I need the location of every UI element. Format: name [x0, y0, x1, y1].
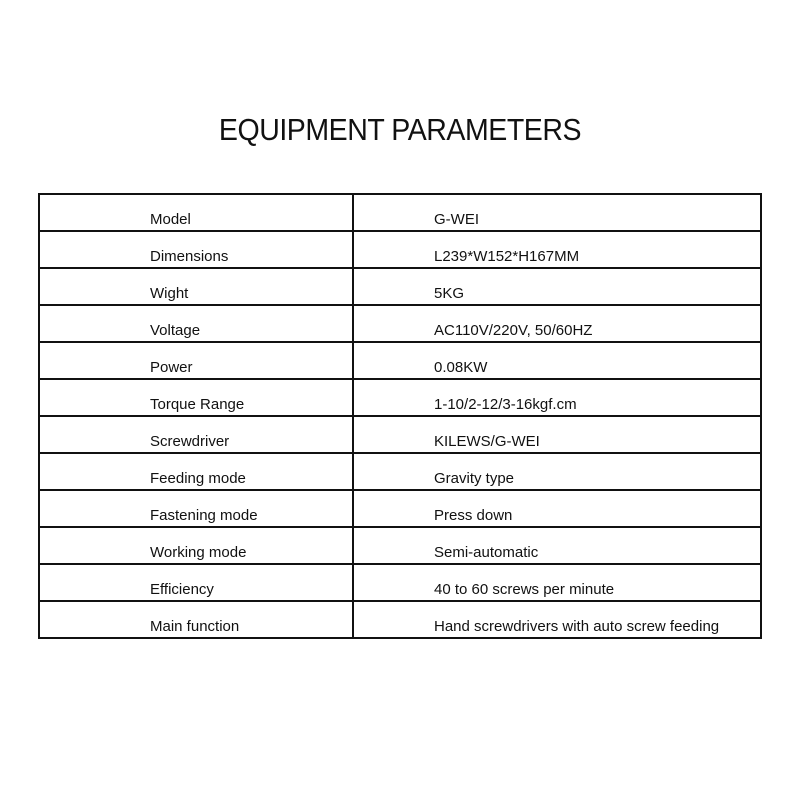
parameter-name: Fastening mode: [150, 507, 258, 524]
parameter-value-cell: [353, 453, 761, 490]
table-row: [39, 564, 761, 601]
parameter-name-cell: [39, 231, 353, 268]
parameter-name-cell: [39, 379, 353, 416]
parameter-name: Wight: [150, 285, 189, 302]
parameter-value-cell: [353, 527, 761, 564]
parameter-value: Gravity type: [434, 470, 515, 487]
table-row: [39, 416, 761, 453]
parameter-name: Main function: [150, 618, 240, 635]
table-row: [39, 453, 761, 490]
parameter-value: 5KG: [434, 285, 465, 302]
parameter-value: AC110V/220V, 50/60HZ: [434, 322, 593, 339]
table-row: [39, 490, 761, 527]
parameter-name-cell: [39, 490, 353, 527]
parameter-value-cell: [353, 490, 761, 527]
parameter-value: G-WEI: [434, 211, 479, 228]
parameter-name: Working mode: [150, 544, 247, 561]
parameter-value: L239*W152*H167MM: [434, 248, 580, 265]
table-row: [39, 231, 761, 268]
table-row: [39, 268, 761, 305]
parameter-value: Semi-automatic: [434, 544, 539, 561]
parameter-value-cell: [353, 601, 761, 638]
table-row: [39, 342, 761, 379]
parameter-name-cell: [39, 527, 353, 564]
parameter-name-cell: [39, 268, 353, 305]
parameter-value: KILEWS/G-WEI: [434, 433, 540, 450]
parameters-table: [38, 193, 762, 639]
table-row: [39, 194, 761, 231]
parameter-value-cell: [353, 564, 761, 601]
page-title: EQUIPMENT PARAMETERS: [218, 112, 582, 147]
table-row: [39, 601, 761, 638]
table-row: [39, 305, 761, 342]
parameter-name: Feeding mode: [150, 470, 246, 487]
parameter-name-cell: [39, 601, 353, 638]
parameter-value-cell: [353, 231, 761, 268]
parameter-name-cell: [39, 342, 353, 379]
parameter-name: Screwdriver: [150, 433, 230, 450]
parameter-value-cell: [353, 416, 761, 453]
parameter-name: Torque Range: [150, 396, 245, 413]
parameter-name: Dimensions: [150, 248, 229, 265]
parameter-name-cell: [39, 416, 353, 453]
parameter-value: 40 to 60 screws per minute: [434, 581, 615, 598]
parameter-value: 1-10/2-12/3-16kgf.cm: [434, 396, 577, 413]
parameter-name-cell: [39, 453, 353, 490]
parameter-value: Hand screwdrivers with auto screw feeding: [434, 618, 720, 635]
parameter-name: Power: [150, 359, 193, 376]
parameter-name-cell: [39, 305, 353, 342]
parameter-value: Press down: [434, 507, 513, 524]
parameter-value: 0.08KW: [434, 359, 488, 376]
parameter-value-cell: [353, 194, 761, 231]
parameter-name: Voltage: [150, 322, 201, 339]
parameter-value-cell: [353, 268, 761, 305]
parameter-value-cell: [353, 305, 761, 342]
parameter-name-cell: [39, 564, 353, 601]
parameter-name: Model: [150, 211, 191, 228]
parameter-value-cell: [353, 342, 761, 379]
table-row: [39, 527, 761, 564]
table-row: [39, 379, 761, 416]
parameter-value-cell: [353, 379, 761, 416]
parameter-name: Efficiency: [150, 581, 214, 598]
parameter-name-cell: [39, 194, 353, 231]
